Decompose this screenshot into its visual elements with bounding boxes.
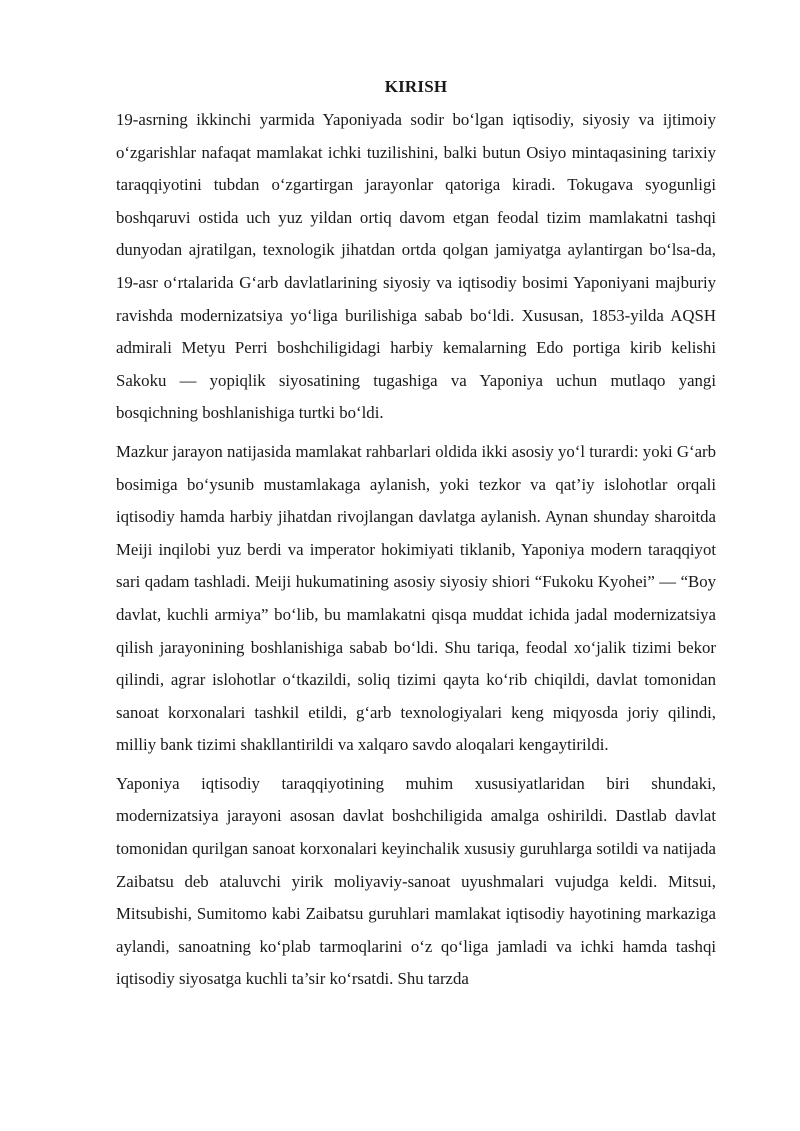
paragraph-2: Mazkur jarayon natijasida mamlakat rahbarlari oldida ikki asosiy yo‘l turardi: yoki G‘arb bosimiga bo‘ysunib mustamlakaga aylanish, yoki tezkor va qat’iy islohotlar orqali iqtisodiy hamda harbiy jihatdan rivojlangan davlatga aylanish. Aynan shunday sharoitda Meiji inqilobi yuz berdi va imperator hokimiyati tiklanib, Yaponiya modern taraqqiyot sari qadam tashladi. Meiji hukumatining asosiy siyosiy shiori “Fukoku Kyohei” — “Boy davlat, kuchli armiya” bo‘lib, bu mamlakatni qisqa muddat ichida jadal modernizatsiya qilish jarayonining boshlanishiga sabab bo‘ldi. Shu tariqa, feodal xo‘jalik tizimi bekor qilindi, agrar islohotlar o‘tkazildi, soliq tizimi qayta ko‘rib chiqildi, davlat tomonidan sanoat korxonalari tashkil etildi, g‘arb texnologiyalari keng miqyosda joriy qilindi, milliy bank tizimi shakllantirildi va xalqaro savdo aloqalari kengaytirildi. <box>116 441 716 755</box>
page-title: KIRISH <box>384 77 448 96</box>
paragraph-3: Yaponiya iqtisodiy taraqqiyotining muhim xususiyatlaridan biri shundaki, modernizatsiya jarayoni asosan davlat boshchiligida amalga oshirildi. Dastlab davlat tomonidan qurilgan sanoat korxonalari keyinchalik xususiy guruhlarga sotildi va natijada Zaibatsu deb ataluvchi yirik moliyaviy-sanoat uyushmalari vujudga keldi. Mitsui, Mitsubishi, Sumitomo kabi Zaibatsu guruhlari mamlakat iqtisodiy hayotining markaziga aylandi, sanoatning ko‘plab tarmoqlarini o‘z qo‘liga jamladi va ichki hamda tashqi iqtisodiy siyosatga kuchli ta’sir ko‘rsatdi. Shu tarzda <box>116 773 716 989</box>
paragraph-1: 19-asrning ikkinchi yarmida Yaponiyada sodir bo‘lgan iqtisodiy, siyosiy va ijtimoiy o‘zgarishlar nafaqat mamlakat ichki tuzilishini, balki butun Osiyo mintaqasining tarixiy taraqqiyotini tubdan o‘zgartirgan jarayonlar qatoriga kiradi. Tokugava syogunligi boshqaruvi ostida uch yuz yildan ortiq davom etgan feodal tizim mamlakatni tashqi dunyodan ajratilgan, texnologik jihatdan ortda qolgan jamiyatga aylantirgan bo‘lsa-da, 19-asr o‘rtalarida G‘arb davlatlarining siyosiy va iqtisodiy bosimi Yaponiyani majburiy ravishda modernizatsiya yo‘liga burilishiga sabab bo‘ldi. Xususan, 1853-yilda AQSH admirali Metyu Perri boshchiligidagi harbiy kemalarning Edo portiga kirib kelishi Sakoku — yopiqlik siyosatining tugashiga va Yaponiya uchun mutlaqo yangi bosqichning boshlanishiga turtki bo‘ldi. <box>116 110 716 423</box>
